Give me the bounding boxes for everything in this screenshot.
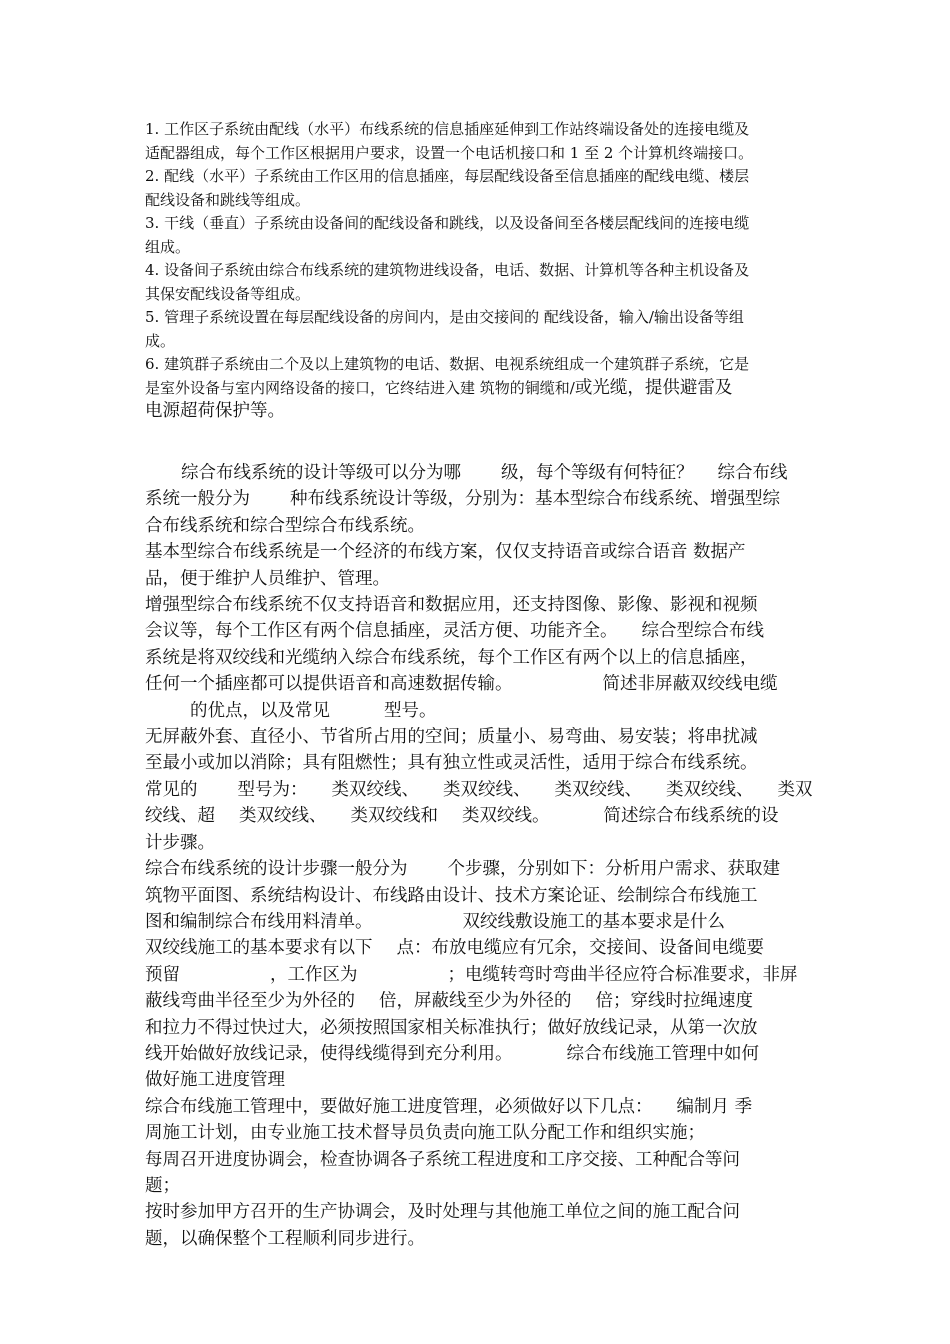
text-line: 1. 工作区子系统由配线（水平）布线系统的信息插座延伸到工作站终端设备处的连接电缆及 [145,120,750,138]
text-line: 和拉力不得过快过大，必须按照国家相关标准执行；做好放线记录，从第一次放 [145,1017,758,1038]
text-span: 综合布线 [717,463,788,483]
text-span: 型号为： [237,779,308,800]
text-line [145,935,815,961]
text-line: 配线设备和跳线等组成。 [145,190,311,209]
text-span: 种布线系统设计等级，分别为：基本型综合布线系统、增强型综 [290,489,780,510]
text-span: 双绞线敷设施工的基本要求是什么 [462,911,725,932]
text-span: 蔽线弯曲半径至少为外径的 [145,991,355,1012]
text-span: 编制月 季 [676,1096,753,1117]
text-line: 2. 配线（水平）子系统由工作区用的信息插座，每层配线设备至信息插座的配线电缆、楼层 [145,167,750,185]
text-span: ；电缆转弯时弯曲半径应符合标准要求，非屏 [447,964,798,985]
text-span: 线开始做好放线记录，使得线缆得到充分利用。 [145,1043,513,1064]
text-span: 型号。 [384,700,437,721]
text-line: 增强型综合布线系统不仅支持语音和数据应用，还支持图像、影像、影视和视频 [145,595,758,616]
text-line: 品，便于维护人员维护、管理。 [145,568,390,589]
text-line [145,1094,815,1120]
text-span: 绞线、超 [145,806,215,827]
text-span: 综合布线施工管理中如何 [566,1043,759,1064]
text-line: 筑物平面图、系统结构设计、布线路由设计、技术方案论证、绘制综合布线施工 [145,885,758,906]
text-span: 常见的 [145,779,198,800]
text-span: 倍；穿线时拉绳速度 [595,991,753,1012]
text-span: 类双绞线和 [350,806,438,827]
qa-section [145,460,815,1252]
text-line: 组成。 [145,237,191,256]
text-span: 类双绞线、 [443,779,531,800]
text-line: 其保安配线设备等组成。 [145,284,311,303]
text-span: 类双绞线、 [331,779,419,800]
text-line: 系统是将双绞线和光缆纳入综合布线系统，每个工作区有两个以上的信息插座， [145,647,758,668]
text-line [145,698,815,724]
text-line: 4. 设备间子系统由综合布线系统的建筑物进线设备，电话、数据、计算机等各种主机设备及 [145,261,750,279]
text-line: 基本型综合布线系统是一个经济的布线方案，仅仅支持语音或综合语音 数据产 [145,542,746,563]
text-line [145,962,815,988]
text-span: 简述非屏蔽双绞线电缆 [602,674,778,695]
text-span: 图和编制综合布线用料清单。 [145,911,373,932]
text-line [145,618,815,644]
text-line [145,856,815,882]
text-span: 综合型综合布线 [641,621,764,642]
text-span: 级，每个等级有何特征？ [501,463,694,483]
text-line: 电源超荷保护等。 [145,401,285,421]
text-span: 系统一般分为 [145,489,250,510]
text-span: 类双绞线、 [554,779,642,800]
text-span: 简述综合布线系统的设 [603,806,779,827]
text-line [145,909,815,935]
text-line [145,803,815,829]
text-span: 综合布线系统的设计步骤一般分为 [145,859,408,880]
text-span: 点：布放电缆应有冗余，交接间、设备间电缆要 [396,938,764,959]
text-line [145,486,815,512]
text-line [145,1041,815,1067]
text-line: 合布线系统和综合型综合布线系统。 [145,515,425,536]
text-span: 类双绞线、 [666,779,754,800]
text-line: 成。 [145,331,176,350]
text-line: 5. 管理子系统设置在每层配线设备的房间内，是由交接间的 配线设备，输入/输出设备等组 [145,308,744,326]
text-span: 个步骤，分别如下：分析用户需求、获取建 [447,859,780,880]
text-line: 题，以确保整个工程顺利同步进行。 [145,1228,425,1249]
text-line [145,777,815,803]
text-span: 的优点，以及常见 [190,700,330,721]
text-span: 双绞线施工的基本要求有以下 [145,938,373,959]
text-span: 综合布线施工管理中，要做好施工进度管理，必须做好以下几点： [145,1096,653,1117]
text-span: 预留 [145,964,180,985]
text-line [145,377,815,401]
text-line: 周施工计划，由专业施工技术督导员负责向施工队分配工作和组织实施； [145,1123,705,1144]
text-span: 综合布线系统的设计等级可以分为哪 [181,463,461,483]
text-span: ，工作区为 [270,964,358,985]
text-line [145,988,815,1014]
text-line: 3. 干线（垂直）子系统由设备间的配线设备和跳线，以及设备间至各楼层配线间的连接电缆 [145,214,750,232]
text-span: 类双绞线、 [239,806,327,827]
text-line: 每周召开进度协调会，检查协调各子系统工程进度和工序交接、工种配合等问 [145,1149,740,1170]
text-span: 是室外设备与室内网络设备的接口，它终结进入建 筑物的铜缆和/ [145,378,575,397]
text-line: 做好施工进度管理 [145,1070,285,1091]
text-line [145,671,815,697]
text-span: 任何一个插座都可以提供语音和高速数据传输。 [145,674,513,695]
text-span: 类双绞线。 [462,806,550,827]
text-line: 按时参加甲方召开的生产协调会，及时处理与其他施工单位之间的施工配合问 [145,1202,740,1223]
text-span: 或光缆，提供避雷及 [574,377,733,398]
text-line: 适配器组成，每个工作区根据用户要求，设置一个电话机接口和 1 至 2 个计算机终端接口。 [145,143,754,162]
text-span: 倍，屏蔽线至少为外径的 [379,991,572,1012]
text-line: 计步骤。 [145,832,215,853]
text-line: 题； [145,1175,180,1196]
text-line: 6. 建筑群子系统由二个及以上建筑物的电话、数据、电视系统组成一个建筑群子系统，它是 [145,355,750,373]
text-span: 会议等，每个工作区有两个信息插座，灵活方便、功能齐全。 [145,621,618,642]
text-line [145,460,815,486]
text-line: 至最小或加以消除；具有阻燃性；具有独立性或灵活性，适用于综合布线系统。 [145,753,758,774]
subsystem-list [145,118,815,424]
text-span: 类双 [777,779,813,800]
text-line: 无屏蔽外套、直径小、节省所占用的空间；质量小、易弯曲、易安装；将串扰减 [145,727,758,748]
